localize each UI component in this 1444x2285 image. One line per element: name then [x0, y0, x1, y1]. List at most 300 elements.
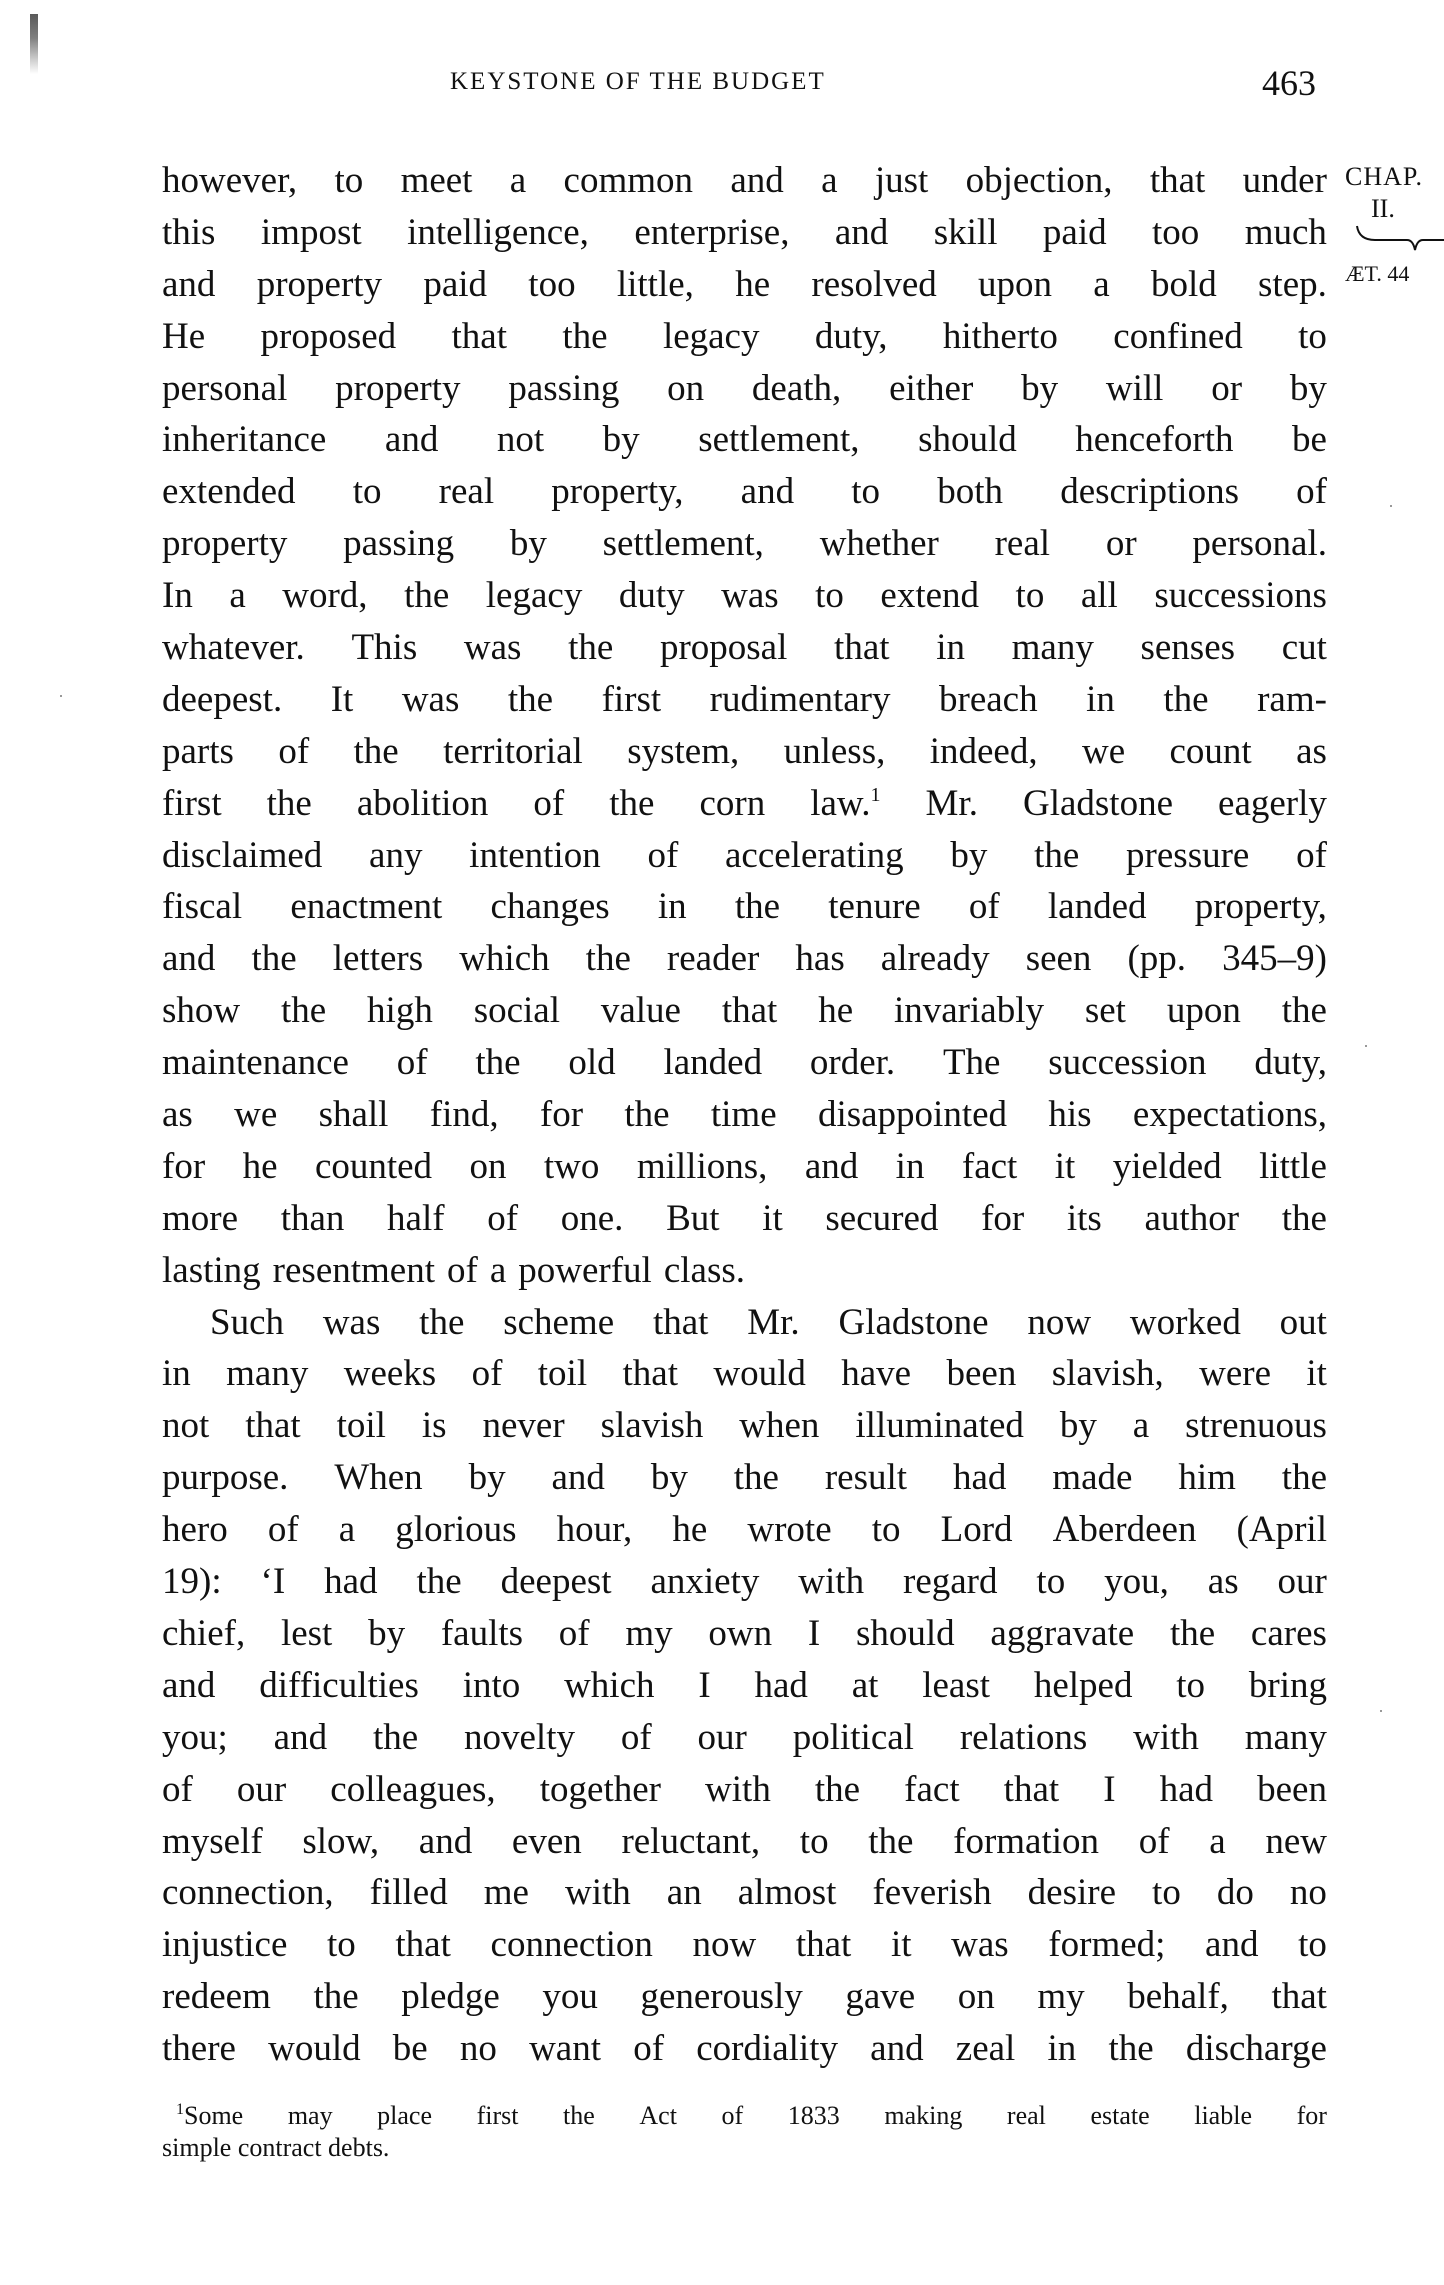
word: would	[713, 1353, 806, 1395]
word: by	[468, 1457, 506, 1499]
text-line	[162, 414, 1327, 466]
word: anxiety	[650, 1561, 760, 1603]
text-line	[162, 2023, 1327, 2075]
word: Gladstone	[1022, 782, 1174, 824]
word: cut	[1281, 627, 1327, 669]
word: his	[1048, 1094, 1092, 1136]
word: of	[487, 1197, 519, 1239]
scan-speck	[1365, 1045, 1367, 1047]
word: 19):	[162, 1561, 222, 1603]
word: show	[162, 990, 241, 1032]
word: deepest.	[162, 678, 283, 720]
word: cordiality	[696, 2028, 838, 2070]
word: as	[162, 1094, 193, 1136]
word: the	[1108, 2028, 1154, 2070]
word: property	[256, 263, 383, 305]
word: real	[438, 471, 495, 513]
text-line	[162, 466, 1327, 518]
word: have	[841, 1353, 912, 1395]
word: legacy	[662, 315, 760, 357]
text-line	[162, 1245, 1327, 1297]
word: little,	[616, 263, 694, 305]
text-line	[162, 1141, 1327, 1193]
word: the	[507, 678, 554, 720]
word: want	[529, 2028, 602, 2070]
word: upon	[978, 263, 1053, 305]
word: first	[476, 2101, 519, 2130]
word: own	[708, 1612, 773, 1654]
word: the	[1281, 1197, 1327, 1239]
word: our	[1277, 1561, 1327, 1603]
word: duty,	[814, 315, 888, 357]
text-line	[162, 985, 1327, 1037]
text-line	[162, 726, 1327, 778]
word: me	[483, 1872, 529, 1914]
word: of	[533, 782, 565, 824]
word: in	[162, 1353, 191, 1395]
word: intelligence,	[407, 211, 589, 253]
word: by	[950, 834, 988, 876]
scan-speck	[60, 695, 62, 697]
word: that	[1003, 1768, 1060, 1810]
word: The	[942, 1042, 1001, 1084]
word: secured	[825, 1197, 939, 1239]
word: by	[1021, 367, 1059, 409]
word: him	[1178, 1457, 1236, 1499]
word: the	[868, 1820, 914, 1862]
word: reluctant,	[621, 1820, 761, 1862]
word: author	[1144, 1197, 1240, 1239]
word: and	[162, 1664, 216, 1706]
word: the	[562, 315, 608, 357]
word: bold	[1150, 263, 1217, 305]
word: personal.	[1192, 523, 1327, 565]
word: were	[1199, 1353, 1271, 1395]
word: new	[1265, 1820, 1327, 1862]
word: in	[895, 1145, 925, 1187]
word: order.	[809, 1042, 896, 1084]
word: expectations,	[1132, 1094, 1327, 1136]
word: on	[957, 1976, 995, 2018]
text-line	[162, 1816, 1327, 1868]
word: scheme	[503, 1301, 615, 1343]
word: paid	[423, 263, 488, 305]
word: we	[234, 1094, 278, 1136]
word: ‘I	[260, 1561, 286, 1603]
word: (April	[1236, 1509, 1327, 1551]
word: landed	[663, 1042, 763, 1084]
word: I	[1103, 1768, 1116, 1810]
word: now	[1027, 1301, 1092, 1343]
word: not	[162, 1405, 210, 1447]
word: and	[273, 1716, 328, 1758]
word: that	[451, 315, 508, 357]
word: in	[1086, 678, 1115, 720]
text-line	[162, 1452, 1327, 1504]
word: and	[162, 263, 216, 305]
word: all	[1080, 575, 1118, 617]
word: our	[236, 1768, 287, 1810]
word: the	[733, 1457, 779, 1499]
word: do	[1216, 1872, 1254, 1914]
word: and	[834, 211, 889, 253]
word: to	[1015, 575, 1045, 617]
word: behalf,	[1127, 1976, 1229, 2018]
word: than	[280, 1197, 345, 1239]
word: the	[372, 1716, 419, 1758]
word: be	[392, 2028, 428, 2070]
word: of	[620, 1716, 652, 1758]
word: hitherto	[942, 315, 1058, 357]
word: legacy	[485, 575, 583, 617]
word: yielded	[1112, 1145, 1222, 1187]
word: the	[475, 1042, 521, 1084]
margin-age-label: ÆT. 44	[1345, 261, 1410, 286]
word: passing	[343, 523, 455, 565]
word: together	[539, 1768, 661, 1810]
word: ram-	[1257, 678, 1327, 720]
word: the	[313, 1976, 359, 2018]
word: to	[327, 1924, 356, 1966]
word: millions,	[636, 1145, 768, 1187]
word: extended	[162, 471, 296, 513]
word: letters	[332, 938, 424, 980]
word: pledge	[401, 1976, 500, 2018]
word: in	[657, 886, 687, 928]
text-line	[162, 1348, 1327, 1400]
word: in	[936, 627, 965, 669]
word: with	[705, 1768, 771, 1810]
word: there	[162, 2028, 236, 2070]
word: of	[1296, 834, 1327, 876]
word: senses	[1140, 627, 1236, 669]
word: system,	[627, 730, 740, 772]
word: rudimentary	[709, 678, 891, 720]
word: old	[568, 1042, 616, 1084]
word: had	[754, 1664, 808, 1706]
word: duty	[618, 575, 685, 617]
word: an	[666, 1872, 702, 1914]
word: 1833	[787, 2101, 840, 2130]
word: slow,	[302, 1820, 380, 1862]
word: corn	[699, 782, 766, 824]
word: step.	[1258, 263, 1327, 305]
word: fact	[961, 1145, 1018, 1187]
word: parts	[162, 730, 234, 772]
word: novelty	[464, 1716, 575, 1758]
word: fiscal	[162, 886, 243, 928]
word: to	[815, 575, 844, 617]
word: a	[489, 1249, 507, 1291]
word: strenuous	[1185, 1405, 1327, 1447]
word: lasting	[162, 1249, 261, 1291]
text-line	[162, 1400, 1327, 1452]
word: too	[1152, 211, 1200, 253]
word: aggravate	[990, 1612, 1135, 1654]
word: indeed,	[929, 730, 1038, 772]
word: the	[624, 1094, 670, 1136]
word: of	[558, 1612, 590, 1654]
word: changes	[490, 886, 610, 928]
word: of	[968, 886, 1000, 928]
word: this	[162, 211, 216, 253]
word: much	[1244, 211, 1327, 253]
word: little	[1259, 1145, 1327, 1187]
word: we	[1081, 730, 1126, 772]
word: result	[824, 1457, 908, 1499]
word: one.	[560, 1197, 624, 1239]
word: word,	[282, 575, 368, 617]
word: passing	[508, 367, 620, 409]
word: glorious	[395, 1509, 517, 1551]
text-line	[162, 1504, 1327, 1556]
word: settlement,	[602, 523, 764, 565]
word: faults	[440, 1612, 524, 1654]
word: first	[162, 782, 222, 824]
word: for	[1296, 2101, 1327, 2130]
word: formed;	[1048, 1924, 1166, 1966]
word: it	[762, 1197, 783, 1239]
word: property	[162, 523, 288, 565]
word: toil	[336, 1405, 386, 1447]
text-line	[162, 363, 1327, 415]
text-line	[162, 1556, 1327, 1608]
word: Aberdeen	[1052, 1509, 1197, 1551]
word: should	[855, 1612, 955, 1654]
word: and	[804, 1145, 859, 1187]
word: of	[162, 1768, 193, 1810]
word: inheritance	[162, 419, 327, 461]
word: resolved	[811, 263, 937, 305]
word: disappointed	[817, 1094, 1008, 1136]
word: counted	[314, 1145, 433, 1187]
word: weeks	[343, 1353, 437, 1395]
word: bring	[1248, 1664, 1327, 1706]
word: however,	[162, 160, 298, 201]
word: when	[739, 1405, 820, 1447]
word: helped	[1033, 1664, 1133, 1706]
word: to	[1152, 1872, 1181, 1914]
word: death,	[751, 367, 842, 409]
word: seen	[1025, 938, 1092, 980]
word: our	[697, 1716, 747, 1758]
word: the	[419, 1301, 465, 1343]
word: will	[1105, 367, 1164, 409]
word: pressure	[1126, 834, 1250, 876]
footnote	[162, 2100, 1327, 2164]
word: of	[721, 2101, 744, 2130]
text-line	[162, 1660, 1327, 1712]
word: generously	[640, 1976, 803, 2018]
word: count	[1169, 730, 1252, 772]
word: should	[918, 419, 1017, 461]
word: made	[1052, 1457, 1133, 1499]
word: as	[1296, 730, 1327, 772]
word: slavish	[600, 1405, 704, 1447]
word: that	[245, 1405, 301, 1447]
word: toil	[537, 1353, 588, 1395]
word: a	[1093, 263, 1110, 305]
word: Gladstone	[838, 1301, 989, 1343]
word: of	[1296, 471, 1327, 513]
word: property,	[1194, 886, 1327, 928]
word: many	[1011, 627, 1094, 669]
word: and	[1205, 1924, 1259, 1966]
word: difficulties	[259, 1664, 419, 1706]
word: tenure	[828, 886, 921, 928]
word: to	[851, 471, 881, 513]
word: the	[280, 990, 327, 1032]
word: Mr.	[747, 1301, 800, 1343]
text-line	[162, 933, 1327, 985]
word: descriptions	[1060, 471, 1239, 513]
word: purpose.	[162, 1457, 289, 1499]
word: no	[459, 2028, 497, 2070]
word: and	[162, 938, 216, 980]
word: find,	[429, 1094, 499, 1136]
footnote-text: simple contract debts.	[162, 2133, 390, 2162]
word: class.	[663, 1249, 746, 1291]
word: he	[242, 1145, 278, 1187]
word: real	[1006, 2101, 1046, 2130]
word: that	[1271, 1976, 1327, 2018]
word: paid	[1042, 211, 1107, 253]
text-line	[162, 1867, 1327, 1919]
word: to	[871, 1509, 901, 1551]
word: for	[981, 1197, 1025, 1239]
word: disclaimed	[162, 834, 323, 876]
text-line	[162, 1971, 1327, 2023]
word: has	[795, 938, 845, 980]
word: many	[226, 1353, 309, 1395]
word: with	[798, 1561, 865, 1603]
word: of	[447, 1249, 478, 1291]
word: more	[162, 1197, 239, 1239]
text-line	[162, 622, 1327, 674]
text-line	[162, 259, 1327, 311]
word: the	[404, 575, 450, 617]
word: accelerating	[724, 834, 904, 876]
word: of	[471, 1353, 503, 1395]
word: upon	[1166, 990, 1241, 1032]
word: to	[334, 160, 364, 201]
word: of	[647, 834, 679, 876]
word: (pp.	[1127, 938, 1187, 980]
word: worked	[1129, 1301, 1241, 1343]
word: succession	[1048, 1042, 1207, 1084]
word: and	[870, 2028, 924, 2070]
word: he	[818, 990, 854, 1032]
word: enterprise,	[634, 211, 790, 253]
word: common	[563, 160, 694, 201]
word: that	[652, 1301, 709, 1343]
word: not	[496, 419, 545, 461]
word: had	[324, 1561, 378, 1603]
word: illuminated	[855, 1405, 1024, 1447]
word: he	[735, 263, 771, 305]
word: a	[1132, 1405, 1150, 1447]
word: a	[338, 1509, 356, 1551]
word: enactment	[290, 886, 443, 928]
word: it	[1306, 1353, 1327, 1395]
word: just	[874, 160, 929, 201]
word: the	[1281, 990, 1327, 1032]
word: never	[482, 1405, 565, 1447]
text-line	[162, 311, 1327, 363]
word: was	[463, 627, 522, 669]
word: the	[251, 938, 297, 980]
text-line	[162, 207, 1327, 259]
word: connection,	[162, 1872, 334, 1914]
text-line	[162, 155, 1327, 207]
word: many	[1244, 1716, 1327, 1758]
word: my	[1037, 1976, 1085, 2018]
word: the	[1034, 834, 1080, 876]
word: of	[278, 730, 310, 772]
footnote-reference[interactable]: 1	[870, 783, 881, 806]
word: settlement,	[698, 419, 860, 461]
word: for	[539, 1094, 584, 1136]
word: hour,	[556, 1509, 633, 1551]
word: hero	[162, 1509, 228, 1551]
word: any	[369, 834, 423, 876]
word: by	[509, 523, 547, 565]
word: objection,	[965, 160, 1113, 201]
word: no	[1289, 1872, 1327, 1914]
word: in	[1047, 2028, 1077, 2070]
word: which	[459, 938, 550, 980]
word: zeal	[955, 2028, 1016, 2070]
word: proposed	[260, 315, 397, 357]
word: with	[1133, 1716, 1199, 1758]
word: formation	[953, 1820, 1100, 1862]
word: a	[509, 160, 527, 201]
word: lest	[280, 1612, 333, 1654]
running-head: KEYSTONE OF THE BUDGET	[450, 68, 826, 95]
word: the	[1169, 1612, 1216, 1654]
word: I	[807, 1612, 821, 1654]
word: Mr.	[925, 782, 978, 824]
word: you,	[1104, 1561, 1169, 1603]
word: to	[799, 1820, 829, 1862]
word: It	[330, 678, 354, 720]
word: on	[469, 1145, 507, 1187]
word: to	[1298, 315, 1327, 357]
margin-chapter-label: CHAP.	[1345, 162, 1423, 191]
text-line	[162, 778, 1327, 830]
word: you	[542, 1976, 598, 2018]
word: the	[353, 730, 399, 772]
word: on	[667, 367, 705, 409]
word: almost	[737, 1872, 837, 1914]
word: law.$^1$	[810, 782, 881, 824]
word: unless,	[783, 730, 886, 772]
word: value	[600, 990, 681, 1032]
word: the	[1281, 1457, 1327, 1499]
word: of	[1138, 1820, 1170, 1862]
word: redeem	[162, 1976, 271, 2018]
word: at	[851, 1664, 879, 1706]
word: extend	[880, 575, 980, 617]
word: resentment	[272, 1249, 435, 1291]
text-line	[162, 570, 1327, 622]
word: regard	[903, 1561, 998, 1603]
word: now	[692, 1924, 757, 1966]
word: or	[1105, 523, 1137, 565]
word: that	[834, 627, 890, 669]
footnote-line	[162, 2132, 1327, 2164]
text-line	[162, 1297, 1327, 1349]
